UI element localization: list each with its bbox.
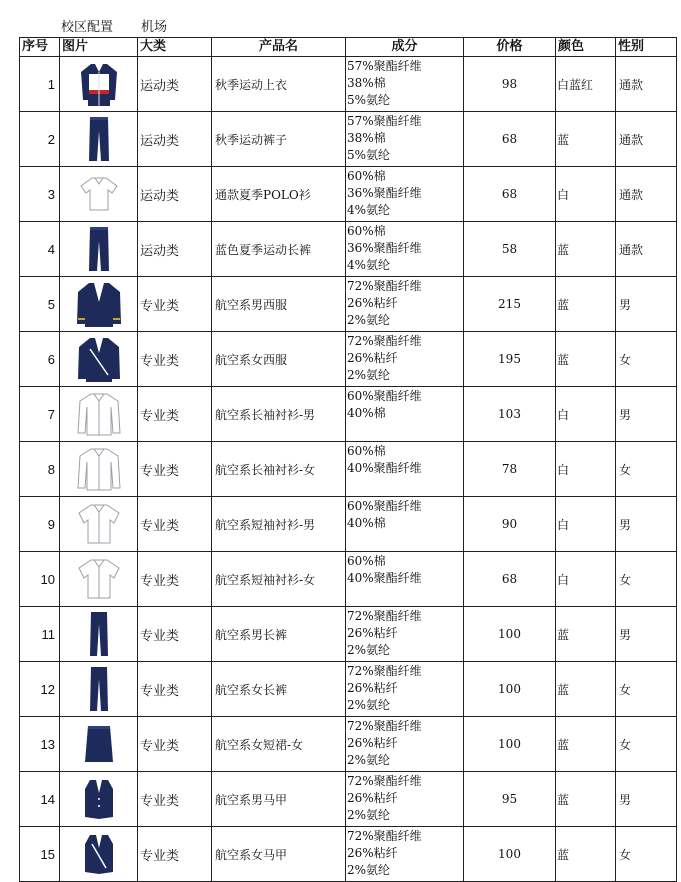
gender-cell: 男 bbox=[616, 772, 677, 827]
product-name-cell: 航空系短袖衬衫-男 bbox=[212, 497, 346, 552]
gender-cell: 通款 bbox=[616, 222, 677, 277]
category-cell: 运动类 bbox=[138, 167, 212, 222]
composition-line: 38%棉 bbox=[347, 76, 386, 90]
price-cell: 100 bbox=[464, 607, 556, 662]
gender-cell: 女 bbox=[616, 717, 677, 772]
category-cell: 专业类 bbox=[138, 827, 212, 882]
composition-line: 26%粘纤 bbox=[347, 791, 398, 805]
header-gender: 性别 bbox=[616, 38, 677, 57]
price-cell: 68 bbox=[464, 112, 556, 167]
color-cell: 蓝 bbox=[556, 332, 616, 387]
product-name-cell: 航空系男长裤 bbox=[212, 607, 346, 662]
header-product-name: 产品名 bbox=[212, 38, 346, 57]
gender-cell: 通款 bbox=[616, 167, 677, 222]
composition-line: 5%氨纶 bbox=[347, 148, 391, 162]
composition-line: 2%氨纶 bbox=[347, 808, 391, 822]
row-number: 8 bbox=[20, 442, 60, 497]
polo-shirt-icon bbox=[79, 187, 119, 201]
gender-cell: 男 bbox=[616, 387, 677, 442]
gender-cell: 女 bbox=[616, 827, 677, 882]
composition-line: 26%粘纤 bbox=[347, 626, 398, 640]
composition-cell bbox=[346, 167, 464, 222]
product-name-cell: 蓝色夏季运动长裤 bbox=[212, 222, 346, 277]
vest-icon bbox=[82, 792, 116, 806]
product-image bbox=[60, 442, 138, 497]
table-row bbox=[20, 717, 677, 772]
color-cell: 白 bbox=[556, 552, 616, 607]
product-image bbox=[60, 222, 138, 277]
product-image bbox=[60, 332, 138, 387]
table-row bbox=[20, 827, 677, 882]
price-cell: 58 bbox=[464, 222, 556, 277]
product-image bbox=[60, 167, 138, 222]
sport-pants-icon bbox=[87, 132, 111, 146]
composition-line: 40%棉 bbox=[347, 406, 386, 420]
row-number: 4 bbox=[20, 222, 60, 277]
caption-campus-config: 校区配置 bbox=[61, 20, 114, 35]
composition-line: 72%聚酯纤维 bbox=[347, 609, 422, 623]
product-image bbox=[60, 497, 138, 552]
composition-line: 40%聚酯纤维 bbox=[347, 461, 422, 475]
composition-line: 2%氨纶 bbox=[347, 313, 391, 327]
composition-line: 60%棉 bbox=[347, 224, 386, 238]
composition-line: 2%氨纶 bbox=[347, 368, 391, 382]
product-image bbox=[60, 387, 138, 442]
composition-line: 40%棉 bbox=[347, 516, 386, 530]
category-cell: 运动类 bbox=[138, 112, 212, 167]
composition-cell bbox=[346, 332, 464, 387]
table-row bbox=[20, 552, 677, 607]
header-no: 序号 bbox=[20, 38, 60, 57]
product-table bbox=[19, 37, 677, 882]
category-cell: 专业类 bbox=[138, 662, 212, 717]
product-image bbox=[60, 552, 138, 607]
price-cell: 68 bbox=[464, 552, 556, 607]
table-row bbox=[20, 772, 677, 827]
product-name-cell: 秋季运动上衣 bbox=[212, 57, 346, 112]
gender-cell: 男 bbox=[616, 607, 677, 662]
category-cell: 运动类 bbox=[138, 57, 212, 112]
composition-line: 36%聚酯纤维 bbox=[347, 186, 422, 200]
composition-line: 26%粘纤 bbox=[347, 846, 398, 860]
color-cell: 蓝 bbox=[556, 717, 616, 772]
row-number: 14 bbox=[20, 772, 60, 827]
price-cell: 90 bbox=[464, 497, 556, 552]
product-name-cell: 秋季运动裤子 bbox=[212, 112, 346, 167]
color-cell: 白 bbox=[556, 497, 616, 552]
gender-cell: 通款 bbox=[616, 57, 677, 112]
gender-cell: 女 bbox=[616, 552, 677, 607]
gender-cell: 女 bbox=[616, 332, 677, 387]
product-image bbox=[60, 277, 138, 332]
table-row bbox=[20, 222, 677, 277]
table-row bbox=[20, 387, 677, 442]
product-name-cell: 航空系女马甲 bbox=[212, 827, 346, 882]
gender-cell: 男 bbox=[616, 277, 677, 332]
color-cell: 蓝 bbox=[556, 772, 616, 827]
product-image bbox=[60, 112, 138, 167]
price-cell: 95 bbox=[464, 772, 556, 827]
color-cell: 蓝 bbox=[556, 222, 616, 277]
dress-pants-icon bbox=[87, 627, 111, 641]
composition-cell bbox=[346, 112, 464, 167]
composition-line: 26%粘纤 bbox=[347, 736, 398, 750]
composition-line: 72%聚酯纤维 bbox=[347, 829, 422, 843]
header-composition: 成分 bbox=[346, 38, 464, 57]
composition-cell bbox=[346, 497, 464, 552]
product-name-cell: 航空系女短裙-女 bbox=[212, 717, 346, 772]
row-number: 3 bbox=[20, 167, 60, 222]
product-name-cell: 航空系短袖衬衫-女 bbox=[212, 552, 346, 607]
table-row bbox=[20, 57, 677, 112]
category-cell: 专业类 bbox=[138, 387, 212, 442]
color-cell: 蓝 bbox=[556, 112, 616, 167]
composition-line: 26%粘纤 bbox=[347, 296, 398, 310]
color-cell: 白 bbox=[556, 167, 616, 222]
female-vest-icon bbox=[82, 847, 116, 861]
composition-line: 26%粘纤 bbox=[347, 351, 398, 365]
composition-line: 60%棉 bbox=[347, 444, 386, 458]
row-number: 15 bbox=[20, 827, 60, 882]
composition-line: 72%聚酯纤维 bbox=[347, 774, 422, 788]
color-cell: 蓝 bbox=[556, 827, 616, 882]
composition-cell bbox=[346, 772, 464, 827]
table-row bbox=[20, 277, 677, 332]
header-category: 大类 bbox=[138, 38, 212, 57]
row-number: 13 bbox=[20, 717, 60, 772]
caption-airport: 机场 bbox=[141, 20, 168, 35]
header-price: 价格 bbox=[464, 38, 556, 57]
composition-cell bbox=[346, 662, 464, 717]
gender-cell: 通款 bbox=[616, 112, 677, 167]
long-shirt-icon bbox=[76, 407, 122, 421]
color-cell: 白蓝红 bbox=[556, 57, 616, 112]
category-cell: 专业类 bbox=[138, 277, 212, 332]
composition-cell bbox=[346, 827, 464, 882]
short-shirt-icon bbox=[76, 517, 122, 531]
composition-line: 2%氨纶 bbox=[347, 643, 391, 657]
composition-cell bbox=[346, 717, 464, 772]
table-row bbox=[20, 332, 677, 387]
composition-cell bbox=[346, 607, 464, 662]
product-image bbox=[60, 607, 138, 662]
product-image bbox=[60, 827, 138, 882]
category-cell: 专业类 bbox=[138, 442, 212, 497]
dress-pants-icon bbox=[87, 682, 111, 696]
gender-cell: 女 bbox=[616, 662, 677, 717]
composition-line: 60%聚酯纤维 bbox=[347, 499, 422, 513]
composition-cell bbox=[346, 552, 464, 607]
composition-line: 60%聚酯纤维 bbox=[347, 389, 422, 403]
product-name-cell: 航空系女西服 bbox=[212, 332, 346, 387]
product-image bbox=[60, 662, 138, 717]
row-number: 1 bbox=[20, 57, 60, 112]
product-name-cell: 通款夏季POLO衫 bbox=[212, 167, 346, 222]
composition-line: 57%聚酯纤维 bbox=[347, 114, 422, 128]
product-image bbox=[60, 717, 138, 772]
category-cell: 专业类 bbox=[138, 772, 212, 827]
price-cell: 215 bbox=[464, 277, 556, 332]
category-cell: 专业类 bbox=[138, 717, 212, 772]
product-name-cell: 航空系男马甲 bbox=[212, 772, 346, 827]
header-row bbox=[20, 38, 677, 57]
header-color: 颜色 bbox=[556, 38, 616, 57]
composition-cell bbox=[346, 442, 464, 497]
row-number: 2 bbox=[20, 112, 60, 167]
row-number: 5 bbox=[20, 277, 60, 332]
row-number: 12 bbox=[20, 662, 60, 717]
composition-line: 38%棉 bbox=[347, 131, 386, 145]
composition-line: 40%聚酯纤维 bbox=[347, 571, 422, 585]
composition-line: 36%聚酯纤维 bbox=[347, 241, 422, 255]
color-cell: 蓝 bbox=[556, 662, 616, 717]
category-cell: 运动类 bbox=[138, 222, 212, 277]
row-number: 7 bbox=[20, 387, 60, 442]
male-blazer-icon bbox=[74, 297, 124, 311]
category-cell: 专业类 bbox=[138, 497, 212, 552]
price-cell: 195 bbox=[464, 332, 556, 387]
gender-cell: 女 bbox=[616, 442, 677, 497]
color-cell: 蓝 bbox=[556, 277, 616, 332]
product-image bbox=[60, 772, 138, 827]
composition-line: 72%聚酯纤维 bbox=[347, 719, 422, 733]
category-cell: 专业类 bbox=[138, 607, 212, 662]
color-cell: 白 bbox=[556, 387, 616, 442]
composition-cell bbox=[346, 57, 464, 112]
category-cell: 专业类 bbox=[138, 332, 212, 387]
composition-line: 26%粘纤 bbox=[347, 681, 398, 695]
price-cell: 100 bbox=[464, 662, 556, 717]
sport-jacket-icon bbox=[79, 77, 119, 91]
row-number: 11 bbox=[20, 607, 60, 662]
table-row bbox=[20, 607, 677, 662]
composition-line: 72%聚酯纤维 bbox=[347, 664, 422, 678]
composition-line: 4%氨纶 bbox=[347, 258, 391, 272]
composition-line: 2%氨纶 bbox=[347, 863, 391, 877]
composition-line: 60%棉 bbox=[347, 169, 386, 183]
product-image bbox=[60, 57, 138, 112]
product-name-cell: 航空系男西服 bbox=[212, 277, 346, 332]
short-shirt-icon bbox=[76, 572, 122, 586]
price-cell: 100 bbox=[464, 827, 556, 882]
composition-cell bbox=[346, 277, 464, 332]
long-shirt-icon bbox=[76, 462, 122, 476]
skirt-icon bbox=[82, 737, 116, 751]
row-number: 9 bbox=[20, 497, 60, 552]
composition-line: 57%聚酯纤维 bbox=[347, 59, 422, 73]
category-cell: 专业类 bbox=[138, 552, 212, 607]
table-row bbox=[20, 112, 677, 167]
composition-line: 72%聚酯纤维 bbox=[347, 334, 422, 348]
composition-line: 2%氨纶 bbox=[347, 698, 391, 712]
table-row bbox=[20, 442, 677, 497]
composition-line: 5%氨纶 bbox=[347, 93, 391, 107]
composition-cell bbox=[346, 387, 464, 442]
product-name-cell: 航空系长袖衬衫-女 bbox=[212, 442, 346, 497]
price-cell: 78 bbox=[464, 442, 556, 497]
price-cell: 98 bbox=[464, 57, 556, 112]
composition-line: 2%氨纶 bbox=[347, 753, 391, 767]
price-cell: 100 bbox=[464, 717, 556, 772]
header-image: 图片 bbox=[60, 38, 138, 57]
sport-pants-icon bbox=[87, 242, 111, 256]
price-cell: 103 bbox=[464, 387, 556, 442]
product-name-cell: 航空系长袖衬衫-男 bbox=[212, 387, 346, 442]
table-row bbox=[20, 662, 677, 717]
gender-cell: 男 bbox=[616, 497, 677, 552]
female-blazer-icon bbox=[74, 352, 124, 366]
table-row bbox=[20, 167, 677, 222]
color-cell: 蓝 bbox=[556, 607, 616, 662]
color-cell: 白 bbox=[556, 442, 616, 497]
product-name-cell: 航空系女长裤 bbox=[212, 662, 346, 717]
price-cell: 68 bbox=[464, 167, 556, 222]
row-number: 10 bbox=[20, 552, 60, 607]
composition-line: 4%氨纶 bbox=[347, 203, 391, 217]
composition-line: 60%棉 bbox=[347, 554, 386, 568]
composition-cell bbox=[346, 222, 464, 277]
table-row bbox=[20, 497, 677, 552]
row-number: 6 bbox=[20, 332, 60, 387]
composition-line: 72%聚酯纤维 bbox=[347, 279, 422, 293]
